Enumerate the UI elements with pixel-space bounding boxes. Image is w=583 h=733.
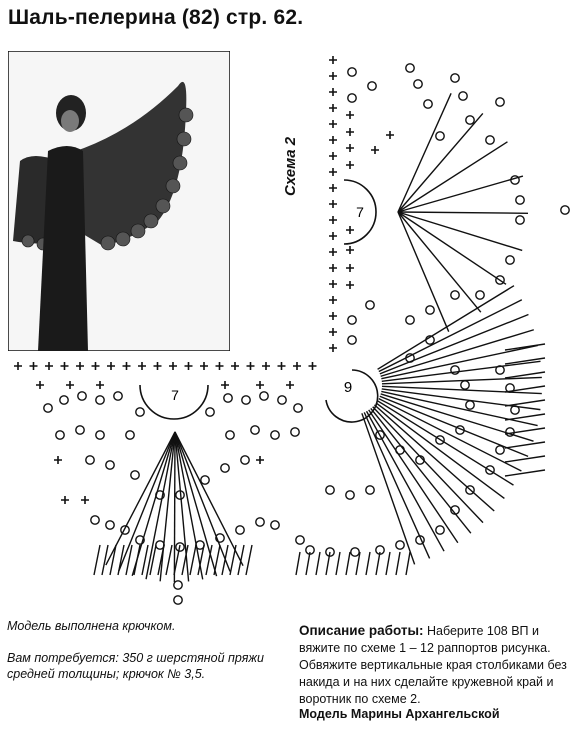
chain-ring — [516, 196, 524, 204]
plus-symbol — [61, 496, 69, 504]
chain-ring — [516, 216, 524, 224]
stitch-line — [406, 552, 410, 575]
plus-symbol — [371, 146, 379, 154]
plus-symbol — [329, 312, 337, 320]
motif-number: 7 — [171, 387, 179, 403]
plus-symbol — [329, 136, 337, 144]
chain-ring — [131, 471, 139, 479]
plus-symbol — [329, 168, 337, 176]
chain-ring — [506, 256, 514, 264]
stitch-line — [505, 456, 545, 462]
chain-ring — [466, 401, 474, 409]
chain-ring — [466, 116, 474, 124]
chain-ring — [406, 64, 414, 72]
stitch-line — [102, 545, 108, 575]
stitch-line — [398, 212, 506, 284]
plus-symbol — [346, 281, 354, 289]
plus-symbol — [346, 128, 354, 136]
plus-symbol — [216, 362, 224, 370]
chain-ring — [414, 80, 422, 88]
chain-ring — [461, 381, 469, 389]
plus-symbol — [256, 381, 264, 389]
chain-ring — [366, 301, 374, 309]
chain-ring — [224, 394, 232, 402]
stitch-line — [398, 113, 483, 212]
motif-number: 9 — [343, 379, 353, 396]
chain-ring — [476, 291, 484, 299]
plus-symbol — [346, 226, 354, 234]
chain-ring — [251, 426, 259, 434]
plus-symbol — [309, 362, 317, 370]
chain-ring — [278, 396, 286, 404]
plus-symbol — [346, 246, 354, 254]
stitch-line — [94, 545, 100, 575]
plus-symbol — [14, 362, 22, 370]
chain-ring — [511, 406, 519, 414]
chain-ring — [256, 518, 264, 526]
chain-ring — [396, 541, 404, 549]
stitch-line — [174, 432, 175, 582]
chain-ring — [424, 100, 432, 108]
plus-symbol — [221, 381, 229, 389]
chain-ring — [174, 596, 182, 604]
chain-ring — [126, 431, 134, 439]
chain-ring — [56, 431, 64, 439]
chain-ring — [294, 404, 302, 412]
chain-ring — [136, 408, 144, 416]
plus-symbol — [247, 362, 255, 370]
stitch-line — [398, 212, 481, 312]
plus-symbol — [329, 296, 337, 304]
chain-ring — [271, 521, 279, 529]
plus-symbol — [61, 362, 69, 370]
chain-ring — [348, 316, 356, 324]
chain-ring — [296, 536, 304, 544]
chain-ring — [511, 176, 519, 184]
stitch-line — [505, 344, 545, 350]
plus-symbol — [81, 496, 89, 504]
chain-ring — [561, 206, 569, 214]
chain-ring — [346, 491, 354, 499]
stitch-line — [222, 545, 228, 575]
chain-ring — [206, 408, 214, 416]
chain-ring — [106, 461, 114, 469]
chain-ring — [91, 516, 99, 524]
chain-ring — [496, 446, 504, 454]
chain-ring — [60, 396, 68, 404]
materials-prefix: Вам потребуется: — [7, 651, 119, 665]
chain-ring — [451, 366, 459, 374]
stitch-line — [505, 386, 545, 392]
plus-symbol — [30, 362, 38, 370]
plus-symbol — [386, 131, 394, 139]
plus-symbol — [76, 362, 84, 370]
chain-ring — [114, 392, 122, 400]
chain-ring — [44, 404, 52, 412]
scheme-label: Схема 2 — [282, 136, 299, 196]
stitch-line — [366, 552, 370, 575]
plus-symbol — [185, 362, 193, 370]
stitch-line — [381, 391, 537, 425]
plus-symbol — [54, 456, 62, 464]
plus-symbol — [278, 362, 286, 370]
stitch-line — [362, 413, 415, 564]
plus-symbol — [123, 362, 131, 370]
stitch-line — [505, 400, 545, 406]
description-heading: Описание работы: — [299, 623, 424, 638]
stitch-line — [336, 552, 340, 575]
chain-ring — [459, 92, 467, 100]
chain-ring — [348, 68, 356, 76]
chain-ring — [96, 431, 104, 439]
stitch-line — [150, 545, 156, 575]
plus-symbol — [293, 362, 301, 370]
plus-symbol — [138, 362, 146, 370]
stitch-line — [505, 428, 545, 434]
chain-ring — [436, 526, 444, 534]
motif-number: 7 — [356, 204, 364, 220]
plus-symbol — [45, 362, 53, 370]
chain-ring — [260, 392, 268, 400]
chain-ring — [291, 428, 299, 436]
plus-symbol — [92, 362, 100, 370]
chain-ring — [366, 486, 374, 494]
plus-symbol — [329, 344, 337, 352]
stitch-line — [190, 545, 196, 575]
chain-ring — [221, 464, 229, 472]
stitch-line — [134, 545, 140, 575]
plus-symbol — [169, 362, 177, 370]
plus-symbol — [286, 381, 294, 389]
plus-symbol — [329, 184, 337, 192]
stitch-line — [160, 432, 175, 581]
description-text: Наберите 108 ВП и вяжите по схеме 1 – 12 раппортов рисунка. Обвяжите вертикальные края столбиками без накида и на них сделайте кружевной край и воротник по схеме 2. — [299, 624, 567, 706]
plus-symbol — [346, 161, 354, 169]
chain-ring — [426, 306, 434, 314]
plus-symbol — [200, 362, 208, 370]
chain-ring — [451, 291, 459, 299]
chain-ring — [348, 94, 356, 102]
chain-ring — [351, 548, 359, 556]
plus-symbol — [346, 264, 354, 272]
work-description — [299, 622, 581, 708]
plus-symbol — [329, 104, 337, 112]
stitch-line — [398, 212, 528, 213]
chain-ring — [226, 431, 234, 439]
plus-symbol — [329, 328, 337, 336]
plus-symbol — [231, 362, 239, 370]
plus-symbol — [262, 362, 270, 370]
chain-ring — [242, 396, 250, 404]
chain-ring — [236, 526, 244, 534]
stitch-line — [505, 414, 545, 420]
chain-ring — [436, 132, 444, 140]
author-credit: Модель Марины Архангельской — [299, 707, 500, 721]
page-title: Шаль-пелерина (82) стр. 62. — [8, 6, 304, 29]
plus-symbol — [346, 144, 354, 152]
stitch-line — [379, 300, 522, 372]
stitch-line — [246, 545, 252, 575]
plus-symbol — [329, 88, 337, 96]
chain-ring — [396, 446, 404, 454]
plus-symbol — [66, 381, 74, 389]
plus-symbol — [329, 248, 337, 256]
plus-symbol — [329, 280, 337, 288]
plus-symbol — [329, 216, 337, 224]
stitch-line — [386, 552, 390, 575]
plus-symbol — [329, 72, 337, 80]
chain-ring — [241, 456, 249, 464]
stitch-line — [505, 470, 545, 476]
plus-symbol — [256, 456, 264, 464]
chain-ring — [201, 476, 209, 484]
plus-symbol — [154, 362, 162, 370]
chain-ring — [326, 486, 334, 494]
stitch-line — [296, 552, 300, 575]
chain-ring — [86, 456, 94, 464]
plus-symbol — [96, 381, 104, 389]
plus-symbol — [329, 56, 337, 64]
chain-ring — [76, 426, 84, 434]
chain-ring — [271, 431, 279, 439]
model-note: Модель выполнена крючком. — [7, 619, 176, 633]
stitch-line — [175, 432, 203, 579]
materials-text: 350 г шерстяной пряжи средней толщины; крючок № 3,5. — [7, 651, 264, 681]
stitch-line — [238, 545, 244, 575]
stitch-line — [230, 545, 236, 575]
chain-ring — [506, 428, 514, 436]
plus-symbol — [346, 111, 354, 119]
stitch-line — [398, 212, 522, 250]
chain-ring — [174, 581, 182, 589]
stitch-line — [110, 545, 116, 575]
chain-ring — [451, 74, 459, 82]
plus-symbol — [329, 264, 337, 272]
plus-symbol — [36, 381, 44, 389]
crochet-chart — [0, 40, 583, 620]
stitch-line — [376, 552, 380, 575]
chain-ring — [78, 392, 86, 400]
chain-ring — [96, 396, 104, 404]
chain-ring — [348, 336, 356, 344]
plus-symbol — [329, 152, 337, 160]
stitch-line — [396, 552, 400, 575]
plus-symbol — [329, 232, 337, 240]
stitch-line — [316, 552, 320, 575]
chain-ring — [496, 98, 504, 106]
chain-ring — [106, 521, 114, 529]
chain-ring — [486, 136, 494, 144]
stitch-line — [214, 545, 220, 575]
chain-ring — [406, 316, 414, 324]
stitch-line — [146, 432, 175, 579]
materials-note — [7, 650, 287, 682]
chain-ring — [368, 82, 376, 90]
plus-symbol — [107, 362, 115, 370]
plus-symbol — [329, 120, 337, 128]
stitch-line — [166, 545, 172, 575]
stitch-line — [505, 442, 545, 448]
stitch-line — [346, 552, 350, 575]
stitch-line — [398, 176, 523, 212]
stitch-line — [306, 552, 310, 575]
plus-symbol — [329, 200, 337, 208]
stitch-line — [398, 212, 449, 332]
